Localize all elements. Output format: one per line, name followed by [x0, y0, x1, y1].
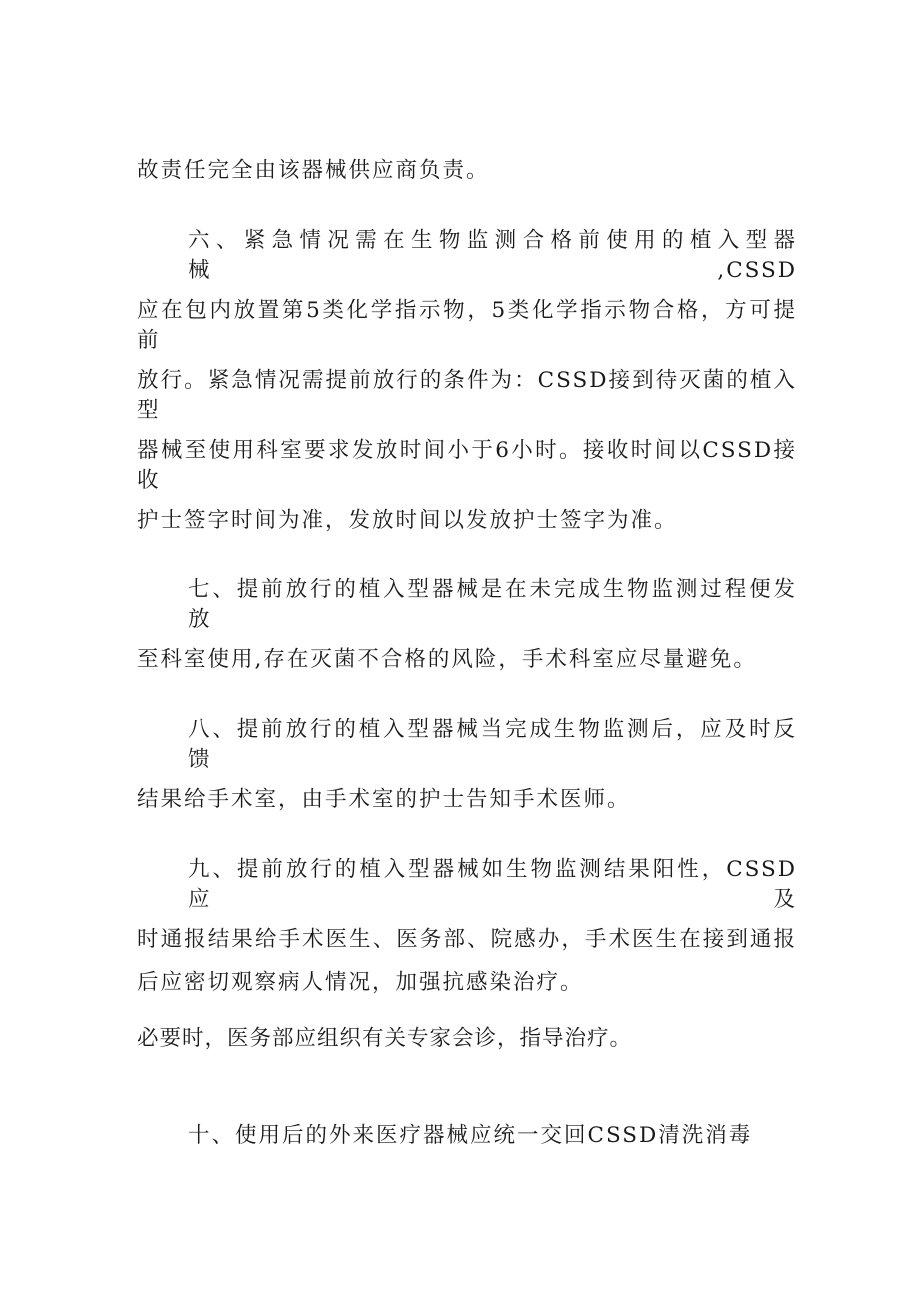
- text-line: 九、提前放行的植入型器械如生物监测结果阳性，CSSD应及: [188, 857, 797, 912]
- text-line: 结果给手术室，由手术室的护士告知手术医师。: [137, 787, 631, 812]
- text-line: 至科室使用,存在灭菌不合格的风险，手术科室应尽量避免。: [137, 647, 757, 672]
- text-line: 后应密切观察病人情况，加强抗感染治疗。: [137, 970, 584, 995]
- text-line: 护士签字时间为准，发放时间以发放护士签字为准。: [137, 508, 678, 533]
- text-line: 八、提前放行的植入型器械当完成生物监测后，应及时反馈: [188, 717, 797, 772]
- text-line: 器械至使用科室要求发放时间小于6小时。接收时间以CSSD接收: [137, 438, 797, 493]
- text-line: 放行。紧急情况需提前放行的条件为：CSSD接到待灭菌的植入型: [137, 368, 797, 423]
- text-line: 故责任完全由该器械供应商负责。: [137, 158, 490, 183]
- text-line: 六、紧急情况需在生物监测合格前使用的植入型器械,CSSD: [188, 228, 797, 283]
- text-line: 应在包内放置第5类化学指示物，5类化学指示物合格，方可提前: [137, 298, 797, 353]
- text-line: 十、使用后的外来医疗器械应统一交回CSSD清洗消毒: [188, 1123, 753, 1148]
- text-line: 时通报结果给手术医生、医务部、院感办，手术医生在接到通报: [137, 927, 797, 952]
- text-line: 必要时，医务部应组织有关专家会诊，指导治疗。: [137, 1026, 633, 1051]
- text-line: 七、提前放行的植入型器械是在未完成生物监测过程便发放: [188, 577, 797, 632]
